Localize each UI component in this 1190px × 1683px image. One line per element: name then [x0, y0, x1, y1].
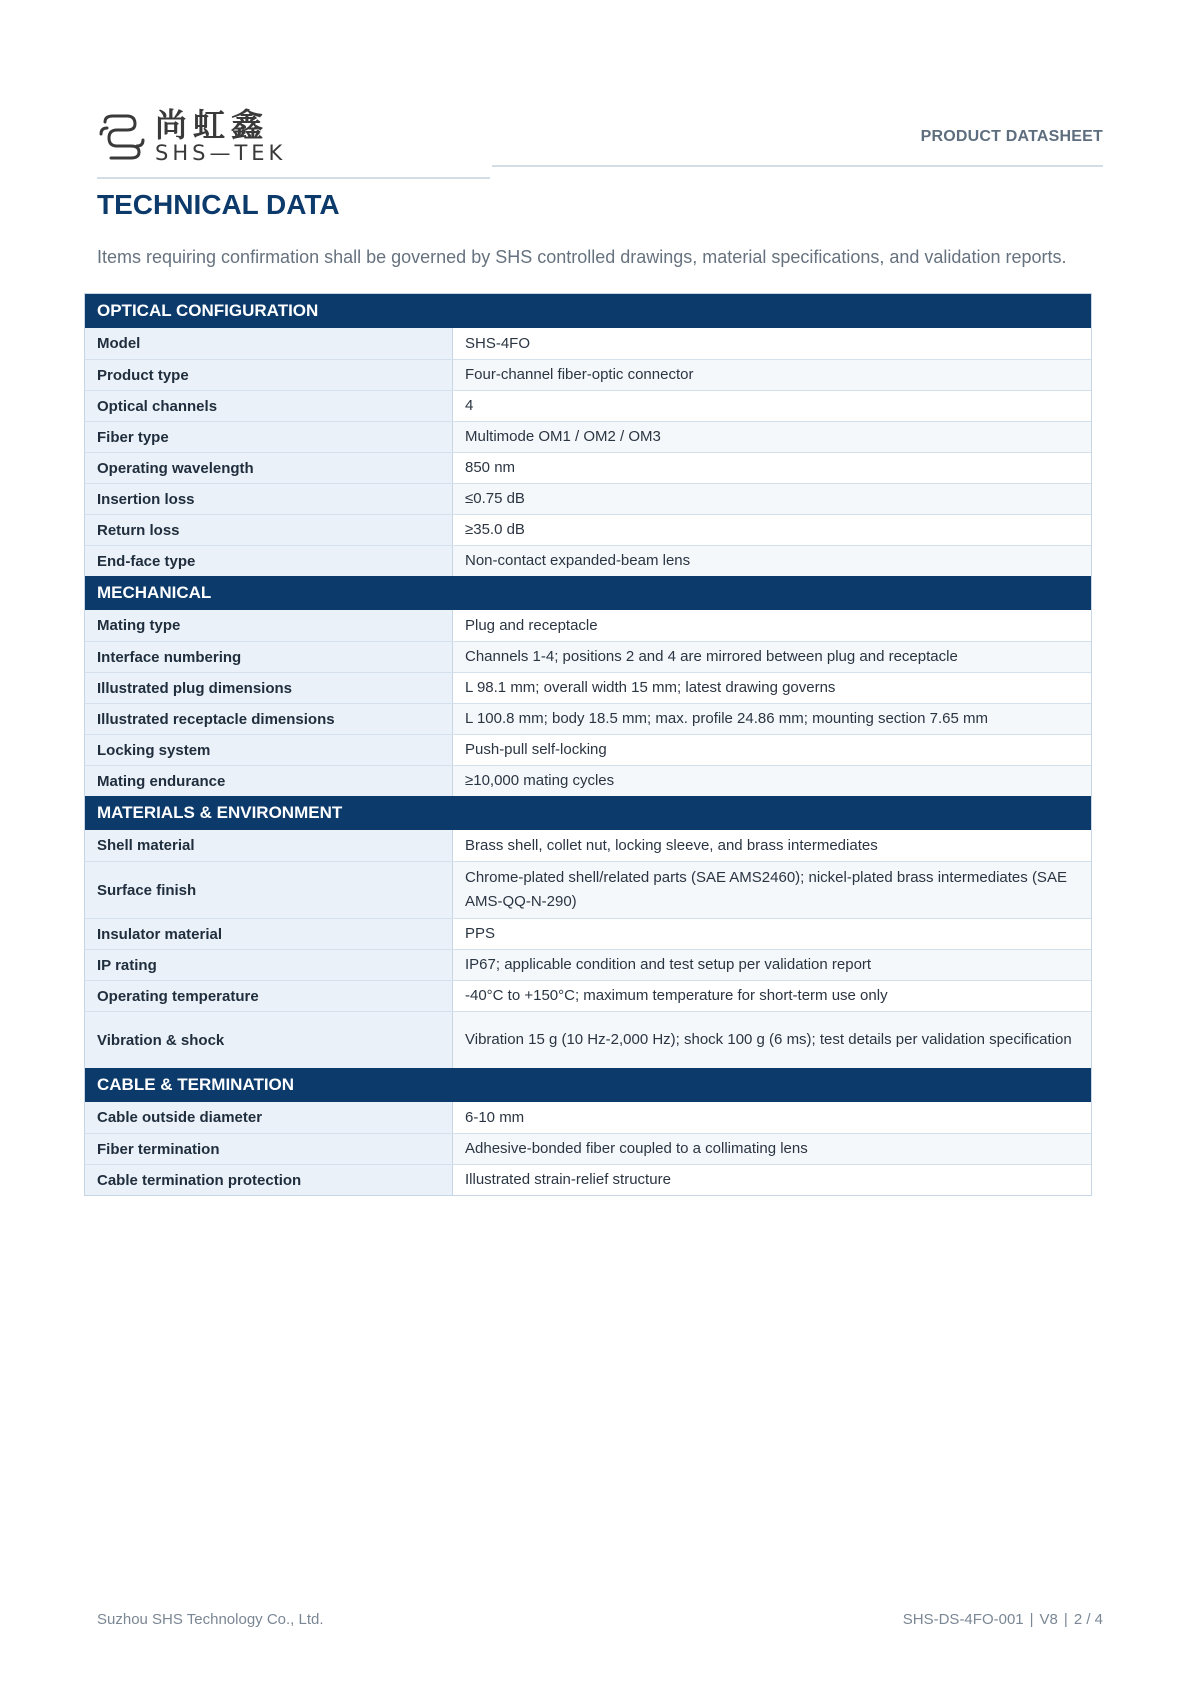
row-label: Insertion loss [85, 484, 453, 514]
row-label: End-face type [85, 546, 453, 576]
table-row [85, 1011, 1091, 1068]
table-row [85, 1133, 1091, 1164]
table-row [85, 861, 1091, 918]
row-label: Shell material [85, 830, 453, 861]
row-label: Fiber termination [85, 1134, 453, 1164]
row-label: Locking system [85, 735, 453, 765]
row-value: L 98.1 mm; overall width 15 mm; latest drawing governs [465, 679, 836, 696]
row-value: Push-pull self-locking [465, 741, 607, 758]
row-label: Surface finish [85, 862, 453, 918]
row-label: Fiber type [85, 422, 453, 452]
row-value: Chrome-plated shell/related parts (SAE AMS2460); nickel-plated brass intermediates (SAE AMS-QQ-N-290) [453, 862, 1091, 918]
row-label: Mating type [85, 610, 453, 641]
table-row [85, 1102, 1091, 1133]
row-value: Illustrated strain-relief structure [465, 1171, 671, 1188]
footer-page-number: 2 / 4 [1073, 1611, 1103, 1628]
table-row [85, 545, 1091, 576]
row-label: Mating endurance [85, 766, 453, 796]
section-heading: MECHANICAL [85, 576, 1091, 610]
row-value: Multimode OM1 / OM2 / OM3 [453, 422, 1091, 452]
section-heading: MATERIALS & ENVIRONMENT [85, 796, 1091, 830]
row-value: PPS [465, 925, 496, 942]
row-label: Cable termination protection [85, 1165, 453, 1195]
table-row [85, 1164, 1091, 1195]
logo-mark-icon [97, 112, 147, 162]
table-row [85, 765, 1091, 796]
row-label: Insulator material [85, 919, 453, 949]
table-row [85, 514, 1091, 545]
page-title: TECHNICAL DATA [97, 189, 340, 220]
logo-chinese-text: 尚虹鑫 [155, 106, 270, 144]
table-row [85, 390, 1091, 421]
footer-version: V8 [1039, 1611, 1058, 1628]
table-row [85, 328, 1091, 359]
table-row [85, 641, 1091, 672]
row-value: Non-contact expanded-beam lens [453, 546, 1091, 576]
footer-doc-number: SHS-DS-4FO-001 [902, 1611, 1024, 1628]
row-label: Product type [85, 360, 453, 390]
header-divider-right [492, 165, 1103, 167]
row-label: Vibration & shock [85, 1012, 453, 1068]
row-label: Cable outside diameter [85, 1102, 453, 1133]
table-row [85, 610, 1091, 641]
row-label: Optical channels [85, 391, 453, 421]
row-value: IP67; applicable condition and test setup per validation report [453, 950, 1091, 980]
row-label: Illustrated receptacle dimensions [85, 704, 453, 734]
table-row [85, 830, 1091, 861]
row-value: ≥10,000 mating cycles [453, 766, 1091, 796]
table-row [85, 703, 1091, 734]
table-row [85, 918, 1091, 949]
table-row [85, 452, 1091, 483]
row-value: -40°C to +150°C; maximum temperature for short-term use only [465, 987, 888, 1004]
table-row [85, 980, 1091, 1011]
row-value: 6-10 mm [465, 1108, 525, 1126]
header-divider-left [97, 177, 490, 179]
table-row [85, 483, 1091, 514]
table-row [85, 672, 1091, 703]
row-label: Illustrated plug dimensions [85, 673, 453, 703]
row-label: Operating temperature [85, 981, 453, 1011]
row-label: Return loss [85, 515, 453, 545]
row-label: Operating wavelength [85, 453, 453, 483]
footer-doc-info: SHS-DS-4FO-001 | V8 | 2 / 4 [902, 1611, 1103, 1628]
technical-data-table [84, 293, 1092, 1196]
row-value: ≤0.75 dB [453, 484, 1091, 514]
table-row [85, 734, 1091, 765]
row-label: Model [85, 328, 453, 359]
row-value: 850 nm [465, 459, 516, 476]
section-heading: CABLE & TERMINATION [85, 1068, 1091, 1102]
row-value: Adhesive-bonded fiber coupled to a collimating lens [453, 1134, 1091, 1164]
row-value: SHS-4FO [465, 334, 531, 352]
intro-note: Items requiring confirmation shall be governed by SHS controlled drawings, material specifications, and validation reports. [97, 247, 1067, 267]
row-value: Channels 1-4; positions 2 and 4 are mirrored between plug and receptacle [453, 642, 1091, 672]
row-label: Interface numbering [85, 642, 453, 672]
section-heading: OPTICAL CONFIGURATION [85, 294, 1091, 328]
row-value: 4 [465, 397, 474, 414]
table-row [85, 421, 1091, 452]
row-value: Plug and receptacle [465, 616, 598, 634]
row-value: L 100.8 mm; body 18.5 mm; max. profile 24.86 mm; mounting section 7.65 mm [453, 704, 1091, 734]
row-value: ≥35.0 dB [465, 521, 525, 538]
row-value: Brass shell, collet nut, locking sleeve, and brass intermediates [465, 836, 878, 854]
logo-english-text: SHS—TEK [155, 141, 287, 165]
document-type-label: PRODUCT DATASHEET [920, 128, 1103, 145]
row-value: Vibration 15 g (10 Hz-2,000 Hz); shock 100 g (6 ms); test details per validation specification [453, 1012, 1091, 1068]
table-row [85, 949, 1091, 980]
row-value: Four-channel fiber-optic connector [453, 360, 1091, 390]
row-label: IP rating [85, 950, 453, 980]
table-row [85, 359, 1091, 390]
footer-company: Suzhou SHS Technology Co., Ltd. [97, 1611, 324, 1628]
company-logo [97, 108, 287, 166]
